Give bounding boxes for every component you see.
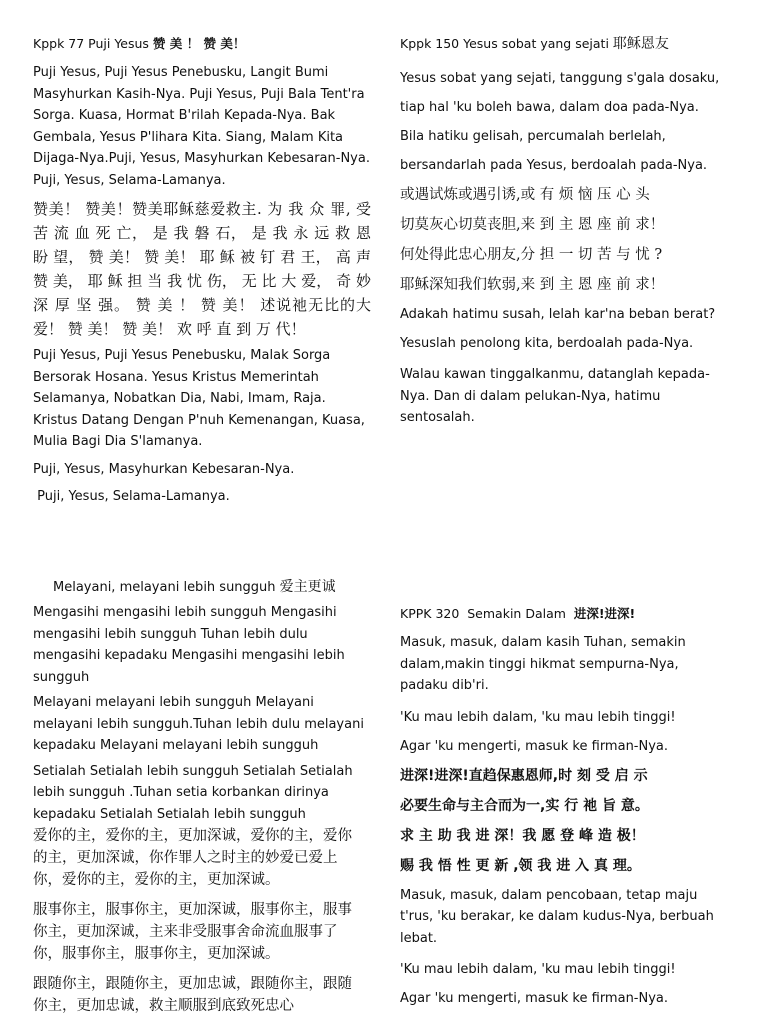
verse-cjk-1: 爱你的主，爱你的主，更加深诚，爱你的主，爱你的主，更加深诚，你作罪人之时主的妙爱已爱上你，爱你的主，爱你的主，更加深诚。 [33,828,352,888]
cjk-line: 或遇试炼或遇引诱,或 有 烦 恼 压 心 头 [400,187,650,203]
refrain-line-2: Puji, Yesus, Selama-Lamanya. [33,489,230,504]
cjk-line: 何处得此忠心朋友,分 担 一 切 苦 与 忧 ? [400,247,663,263]
cjk-line: 求 主 助 我 进 深！我 愿 登 峰 造 极！ [400,827,645,844]
line: Agar 'ku mengerti, masuk ke firman-Nya. [400,991,669,1006]
line: Yesuslah penolong kita, berdoalah pada-Nya. [400,336,694,351]
song-melayani [33,577,366,1017]
song-title [33,577,366,598]
cjk-line: 必要生命与主合而为一,实 行 祂 旨 意。 [400,797,649,814]
cjk-line: 进深!进深!直趋保惠恩师,时 刻 受 启 示 [400,767,648,784]
verse-1: Puji Yesus, Puji Yesus Penebusku, Langit Bumi Masyhurkan Kasih-Nya. Puji Yesus, Puji Bala Tent'ra Sorga. Kuasa, Hormat B'rilah Kepada-Nya. Bak Gembala, Yesus P'lihara Kita. Siang, Malam Kita Dijaga-Nya.Puji, Yesus, Masyhurkan Kebesaran-Nya. Puji, Yesus, Selama-Lamanya. [33,65,370,188]
verse-cjk-2: 服事你主，服事你主，更加深诚，服事你主，服事你主，更加深诚，主来非受服事舍命流血服事了你，服事你主，服事你主，更加深诚。 [33,902,352,962]
line: Adakah hatimu susah, lelah kar'na beban berat? [400,307,716,322]
title-cjk: 赞 美 ！ 赞 美！ [152,36,246,51]
title-text: Kppk 77 Puji Yesus [33,36,153,51]
cjk-line: 切莫灰心切莫丧胆,来 到 主 恩 座 前 求！ [400,217,665,233]
line: tiap hal 'ku boleh bawa, dalam doa pada-Nya. [400,100,699,115]
line: Bila hatiku gelisah, percumalah berlelah, [400,129,666,144]
verse-2: Melayani melayani lebih sungguh Melayani melayani lebih sungguh.Tuhan lebih dulu melayani kepadaku Melayani melayani lebih sungguh [33,695,364,753]
line: Agar 'ku mengerti, masuk ke firman-Nya. [400,738,669,754]
song-title [400,34,735,54]
verse-end: Walau kawan tinggalkanmu, datanglah kepada-Nya. Dan di dalam pelukan-Nya, hatimu sentosalah. [400,367,710,425]
line: 'Ku mau lebih dalam, 'ku mau lebih tinggi! [400,709,676,725]
verse-1: Mengasihi mengasihi lebih sungguh Mengasihi mengasihi lebih sungguh Tuhan lebih dulu mengasihi kepadaku Mengasihi mengasihi lebih sungguh [33,605,345,685]
refrain-line-1: Puji, Yesus, Masyhurkan Kebesaran-Nya. [33,461,295,477]
song-kppk150 [400,34,735,429]
title-text: KPPK 320 Semakin Dalam [400,606,574,621]
line: bersandarlah pada Yesus, berdoalah pada-Nya. [400,158,708,173]
song-kppk320 [400,604,730,1013]
verse-3: Setialah Setialah lebih sungguh Setialah Setialah lebih sungguh .Tuhan setia korbankan dirinya kepadaku Setialah Setialah lebih sungguh [33,763,353,822]
verse-2: Masuk, masuk, dalam pencobaan, tetap maju t'rus, 'ku berakar, ke dalam kudus-Nya, berbuah lebat. [400,887,714,946]
verse-cjk: 赞美！ 赞美！赞美耶稣慈爱救主. 为 我 众 罪, 受 苦 流 血 死 亡， 是 我 磐 石， 是 我 永 远 救 恩 盼 望， 赞 美！ 赞 美！ 耶 稣 被 钉 君 王， 高 声 赞 美， 耶 稣 担 当 我 忧 伤， 无 比 大 爱， 奇 妙 深 厚 坚 强。 赞 美 ！ 赞 美！ 述说祂无比的大爱！ 赞 美！ 赞 美！ 欢 呼 直 到 万 代！ [33,200,371,338]
song-kppk77 [33,34,371,508]
cjk-line: 赐 我 悟 性 更 新 ,领 我 进 入 真 理。 [400,857,641,874]
title-cjk: 耶稣恩友 [612,36,669,52]
title-text: Melayani, melayani lebih sungguh [53,580,280,595]
cjk-line: 耶稣深知我们软弱,来 到 主 恩 座 前 求！ [400,277,665,293]
title-cjk: 爱主更诚 [279,579,336,595]
line: 'Ku mau lebih dalam, 'ku mau lebih tinggi! [400,962,676,977]
song-title [400,604,730,624]
verse-cjk-3: 跟随你主，跟随你主，更加忠诚，跟随你主，跟随你主，更加忠诚，救主顺服到底致死忠心 [33,976,352,1014]
title-cjk: 进深!进深! [573,606,636,621]
verse-2: Puji Yesus, Puji Yesus Penebusku, Malak Sorga Bersorak Hosana. Yesus Kristus Memerintah Selamanya, Nobatkan Dia, Nabi, Imam, Raja. Kristus Datang Dengan P'nuh Kemenangan, Kuasa, Mulia Bagi Dia S'lamanya. [33,348,365,449]
song-title [33,34,371,54]
title-text: Kppk 150 Yesus sobat yang sejati [400,36,613,51]
line: Yesus sobat yang sejati, tanggung s'gala dosaku, [400,71,720,86]
verse-1: Masuk, masuk, dalam kasih Tuhan, semakin dalam,makin tinggi hikmat sempurna-Nya, padaku dib'ri. [400,635,686,693]
